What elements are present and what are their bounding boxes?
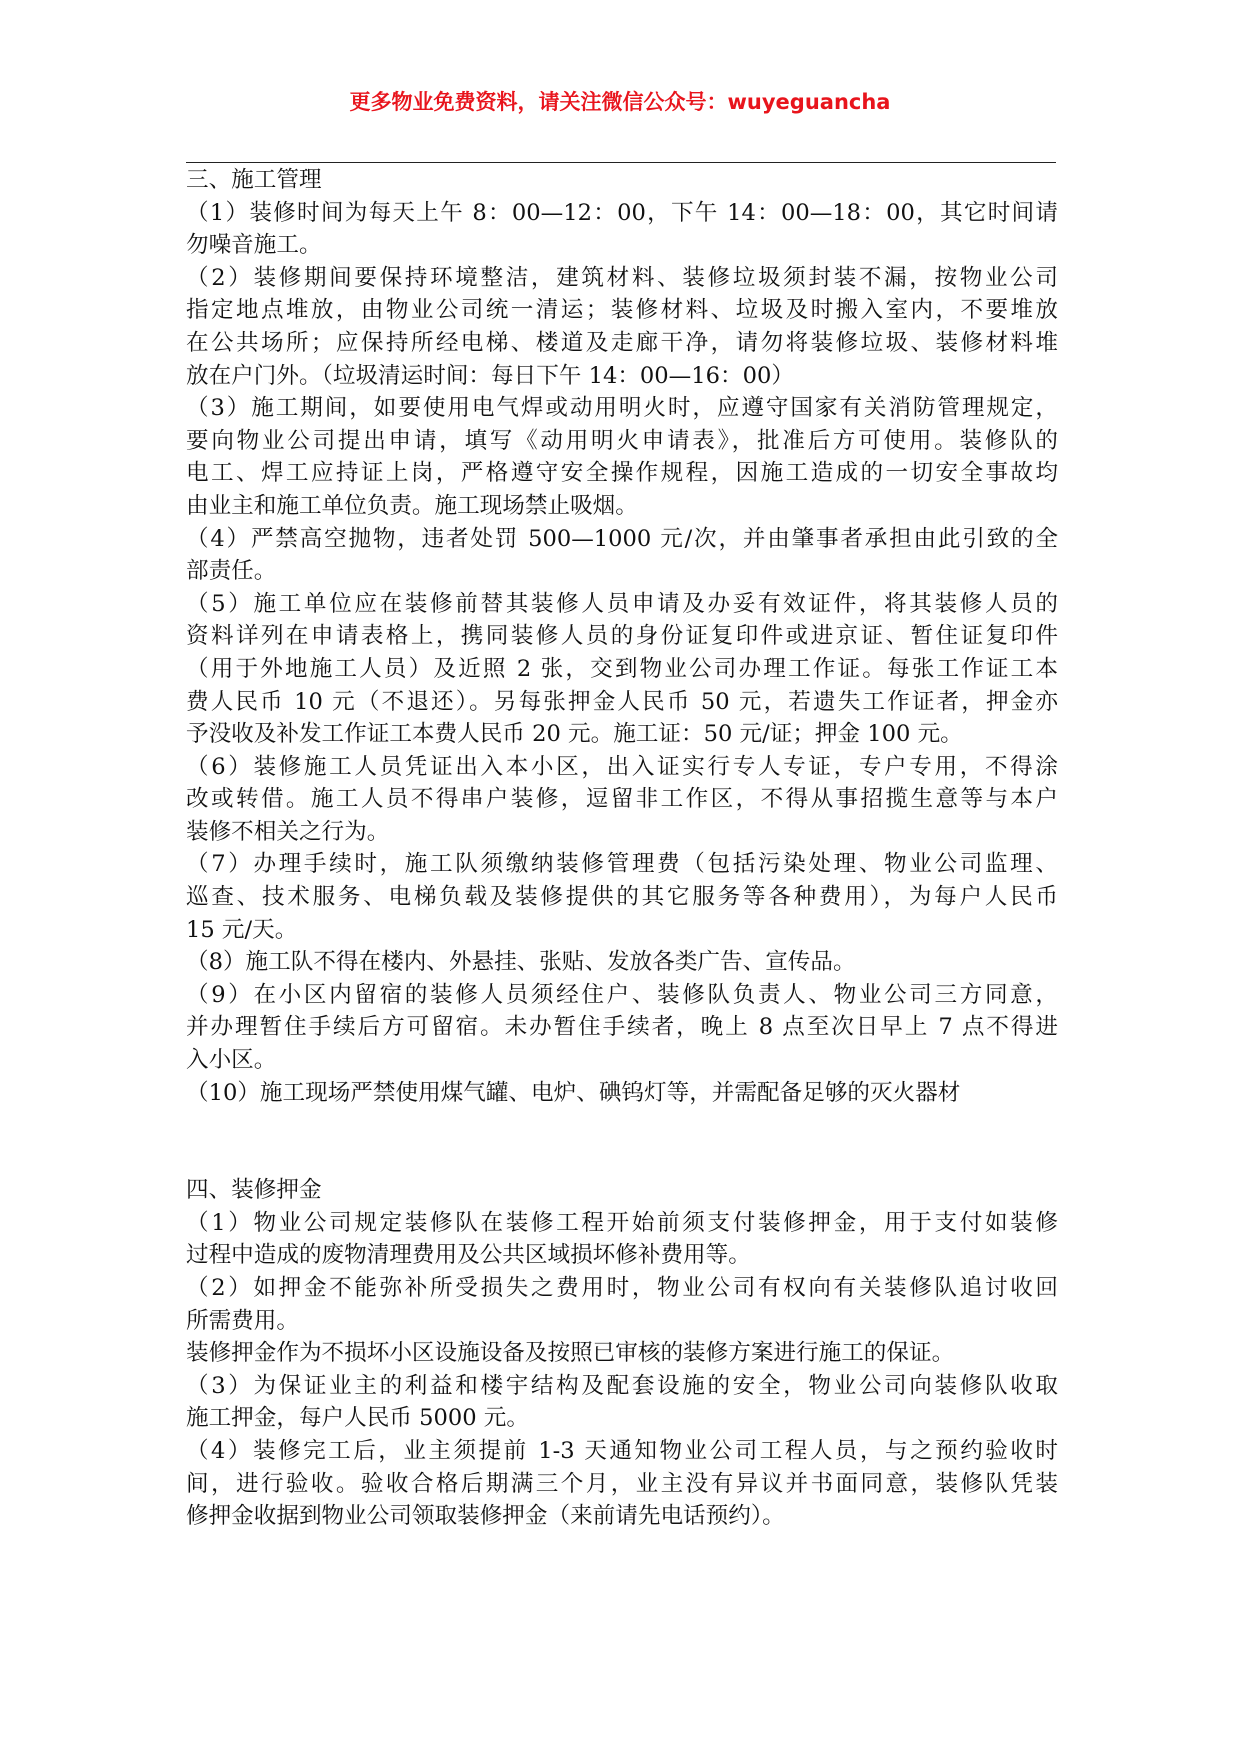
paragraph-line: 施工押金，每户人民币 5000 元。 [186,1405,529,1432]
paragraph-line: 勿噪音施工。 [186,232,322,259]
paragraph-line: 放在户门外。（垃圾清运时间：每日下午 14：00—16：00） [186,362,794,389]
paragraph-line: 所需费用。 [186,1307,299,1334]
paragraph-line: 由业主和施工单位负责。施工现场禁止吸烟。 [186,492,638,519]
section-heading: 四、装修押金 [186,1177,322,1204]
paragraph-line: （5）施工单位应在装修前替其装修人员申请及办妥有效证件，将其装修人员的 [186,590,1058,617]
paragraph-line: 15 元/天。 [186,916,298,943]
document-body [186,164,1058,1533]
paragraph-line: （4）装修完工后，业主须提前 1-3 天通知物业公司工程人员，与之预约验收时 [186,1437,1058,1464]
section-spacer [186,1109,1058,1174]
paragraph-line: 并办理暂住手续后方可留宿。未办暂住手续者，晚上 8 点至次日早上 7 点不得进 [186,1014,1058,1041]
paragraph-line: 资料详列在申请表格上，携同装修人员的身份证复印件或进京证、暂住证复印件 [186,623,1058,650]
paragraph-line: 装修不相关之行为。 [186,818,390,845]
paragraph-line: 指定地点堆放，由物业公司统一清运；装修材料、垃圾及时搬入室内，不要堆放 [186,297,1058,324]
paragraph-line: 改或转借。施工人员不得串户装修，逗留非工作区，不得从事招揽生意等与本户 [186,786,1058,813]
paragraph-line: 修押金收据到物业公司领取装修押金（来前请先电话预约）。 [186,1503,785,1530]
paragraph-line: 电工、焊工应持证上岗，严格遵守安全操作规程，因施工造成的一切安全事故均 [186,460,1058,487]
paragraph-line: （7）办理手续时，施工队须缴纳装修管理费（包括污染处理、物业公司监理、 [186,851,1058,878]
paragraph-line: （1）物业公司规定装修队在装修工程开始前须支付装修押金，用于支付如装修 [186,1209,1058,1236]
paragraph-line: （2）如押金不能弥补所受损失之费用时，物业公司有权向有关装修队追讨收回 [186,1275,1058,1301]
paragraph-line: （用于外地施工人员）及近照 2 张，交到物业公司办理工作证。每张工作证工本 [186,655,1058,682]
paragraph-line: （2）装修期间要保持环境整洁，建筑材料、装修垃圾须封装不漏，按物业公司 [186,264,1058,291]
header-divider [186,162,1056,163]
paragraph-line: （3）施工期间，如要使用电气焊或动用明火时，应遵守国家有关消防管理规定， [186,395,1058,422]
paragraph-line: 间，进行验收。验收合格后期满三个月，业主没有异议并书面同意，装修队凭装 [186,1470,1058,1497]
paragraph-line: 装修押金作为不损坏小区设施设备及按照已审核的装修方案进行施工的保证。 [186,1340,955,1367]
paragraph-line: 在公共场所；应保持所经电梯、楼道及走廊干净，请勿将装修垃圾、装修材料堆 [186,329,1058,356]
paragraph-line: （1）装修时间为每天上午 8：00—12：00，下午 14：00—18：00，其它时间请 [186,199,1058,226]
paragraph-line: 过程中造成的废物清理费用及公共区域损坏修补费用等。 [186,1242,751,1269]
paragraph-line: （6）装修施工人员凭证出入本小区，出入证实行专人专证，专户专用，不得涂 [186,753,1058,780]
paragraph-line: （10）施工现场严禁使用煤气罐、电炉、碘钨灯等，并需配备足够的灭火器材 [186,1079,961,1106]
paragraph-line: 部责任。 [186,558,277,585]
paragraph-line: （4）严禁高空抛物，违者处罚 500—1000 元/次，并由肇事者承担由此引致的全 [186,525,1058,552]
paragraph-line: 予没收及补发工作证工本费人民币 20 元。施工证：50 元/证；押金 100 元。 [186,721,963,748]
paragraph-line: （8）施工队不得在楼内、外悬挂、张贴、发放各类广告、宣传品。 [186,949,856,976]
paragraph-line: （3）为保证业主的利益和楼宇结构及配套设施的安全，物业公司向装修队收取 [186,1372,1058,1399]
paragraph-line: 费人民币 10 元（不退还）。另每张押金人民币 50 元，若遗失工作证者，押金亦 [186,688,1058,715]
section-heading: 三、施工管理 [186,167,322,193]
paragraph-line: 要向物业公司提出申请，填写《动用明火申请表》，批准后方可使用。装修队的 [186,427,1058,454]
paragraph-line: 巡查、技术服务、电梯负载及装修提供的其它服务等各种费用），为每户人民币 [186,884,1058,911]
paragraph-line: （9）在小区内留宿的装修人员须经住户、装修队负责人、物业公司三方同意， [186,981,1058,1008]
paragraph-line: 入小区。 [186,1047,277,1074]
promo-header: 更多物业免费资料，请关注微信公众号：wuyeguancha [349,90,891,114]
